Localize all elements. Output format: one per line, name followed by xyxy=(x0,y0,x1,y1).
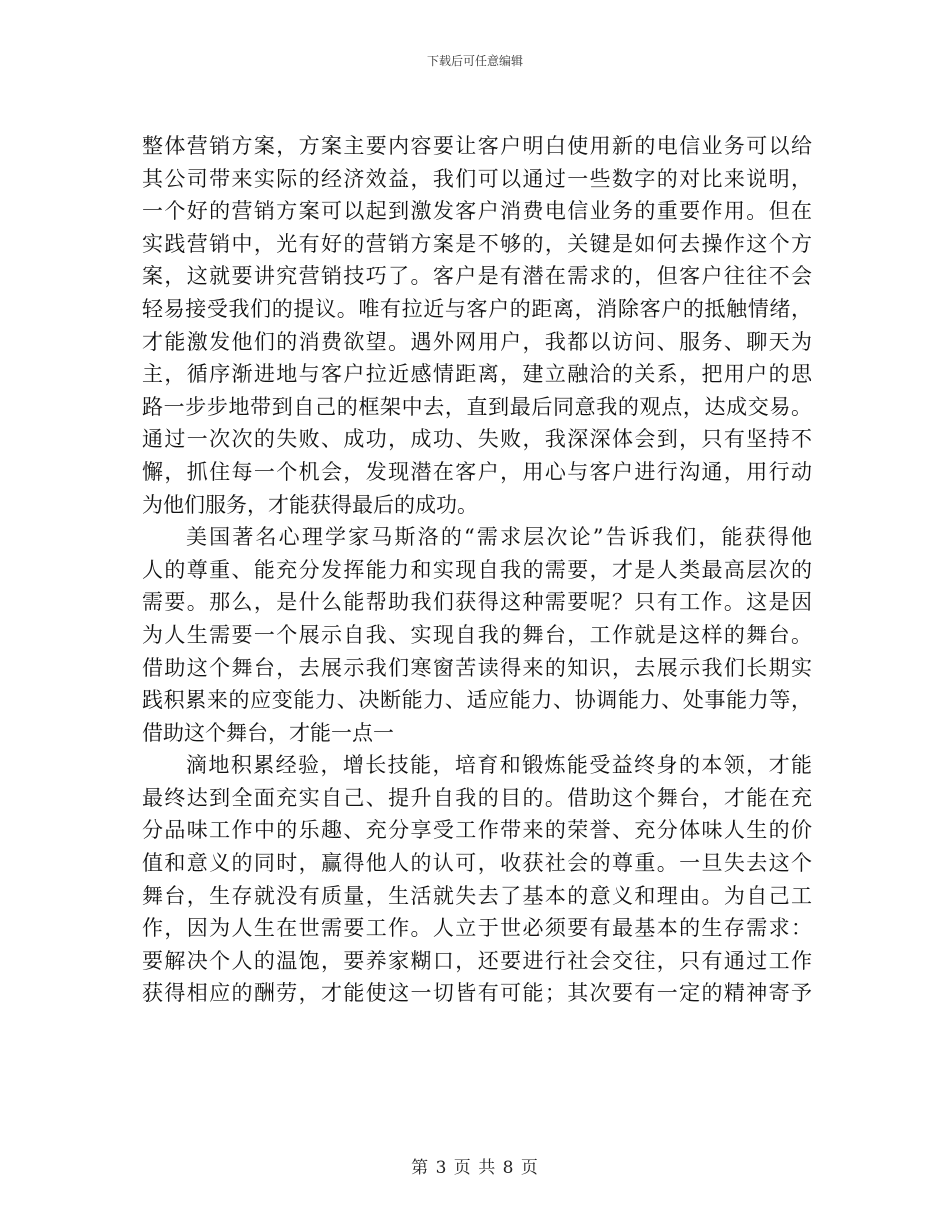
header-note: 下载后可任意编辑 xyxy=(426,54,523,68)
text-line: 最终达到全面充实自己、提升自我的目的。借助这个舞台，才能在充 xyxy=(142,785,812,810)
text-line: 要解决个人的温饱，要养家糊口，还要进行社会交往，只有通过工作 xyxy=(142,948,812,973)
text-line: 舞台，生存就没有质量，生活就失去了基本的意义和理由。为自己工 xyxy=(142,883,812,908)
text-line: 分品味工作中的乐趣、充分享受工作带来的荣誉、充分体味人生的价 xyxy=(142,818,812,843)
text-line: 为人生需要一个展示自我、实现自我的舞台，工作就是这样的舞台。 xyxy=(142,622,812,647)
text-line: 实践营销中，光有好的营销方案是不够的，关键是如何去操作这个方 xyxy=(142,231,812,256)
text-line: 践积累来的应变能力、决断能力、适应能力、协调能力、处事能力等， xyxy=(142,688,812,713)
text-line: 其公司带来实际的经济效益，我们可以通过一些数字的对比来说明， xyxy=(142,166,812,191)
text-line: 值和意义的同时，赢得他人的认可，收获社会的尊重。一旦失去这个 xyxy=(142,851,812,876)
text-line: 整体营销方案，方案主要内容要让客户明白使用新的电信业务可以给 xyxy=(142,134,812,158)
text-line: 轻易接受我们的提议。唯有拉近与客户的距离，消除客户的抵触情绪， xyxy=(142,296,812,321)
text-line: 滴地积累经验，增长技能，培育和锻炼能受益终身的本领，才能 xyxy=(186,753,812,778)
text-line: 主，循序渐进地与客户拉近感情距离，建立融洽的关系，把用户的思 xyxy=(142,362,812,387)
text-line: 获得相应的酬劳，才能使这一切皆有可能；其次要有一定的精神寄予 xyxy=(142,981,812,1006)
paragraph xyxy=(142,749,812,1010)
text-line: 路一步步地带到自己的框架中去，直到最后同意我的观点，达成交易。 xyxy=(142,394,812,419)
paragraph xyxy=(142,521,812,749)
text-line: 美国著名心理学家马斯洛的“需求层次论”告诉我们，能获得他 xyxy=(186,525,812,550)
text-line: 作，因为人生在世需要工作。人立于世必须要有最基本的生存需求： xyxy=(142,916,812,941)
text-line: 借助这个舞台，才能一点一 xyxy=(142,720,394,745)
document-body xyxy=(142,130,812,1010)
text-line: 借助这个舞台，去展示我们寒窗苦读得来的知识，去展示我们长期实 xyxy=(142,655,812,680)
text-line: 为他们服务，才能获得最后的成功。 xyxy=(142,492,478,517)
text-line: 懈，抓住每一个机会，发现潜在客户，用心与客户进行沟通，用行动 xyxy=(142,459,812,484)
text-line: 人的尊重、能充分发挥能力和实现自我的需要，才是人类最高层次的 xyxy=(142,557,812,582)
text-line: 通过一次次的失败、成功，成功、失败，我深深体会到，只有坚持不 xyxy=(142,427,812,452)
page-number: 第 3 页 共 8 页 xyxy=(411,1158,539,1178)
text-line: 一个好的营销方案可以起到激发客户消费电信业务的重要作用。但在 xyxy=(142,199,812,224)
text-line: 需要。那么，是什么能帮助我们获得这种需要呢？只有工作。这是因 xyxy=(142,590,812,615)
text-line: 才能激发他们的消费欲望。遇外网用户，我都以访问、服务、聊天为 xyxy=(142,329,812,354)
paragraph xyxy=(142,130,812,521)
text-line: 案，这就要讲究营销技巧了。客户是有潜在需求的，但客户往往不会 xyxy=(142,264,812,289)
